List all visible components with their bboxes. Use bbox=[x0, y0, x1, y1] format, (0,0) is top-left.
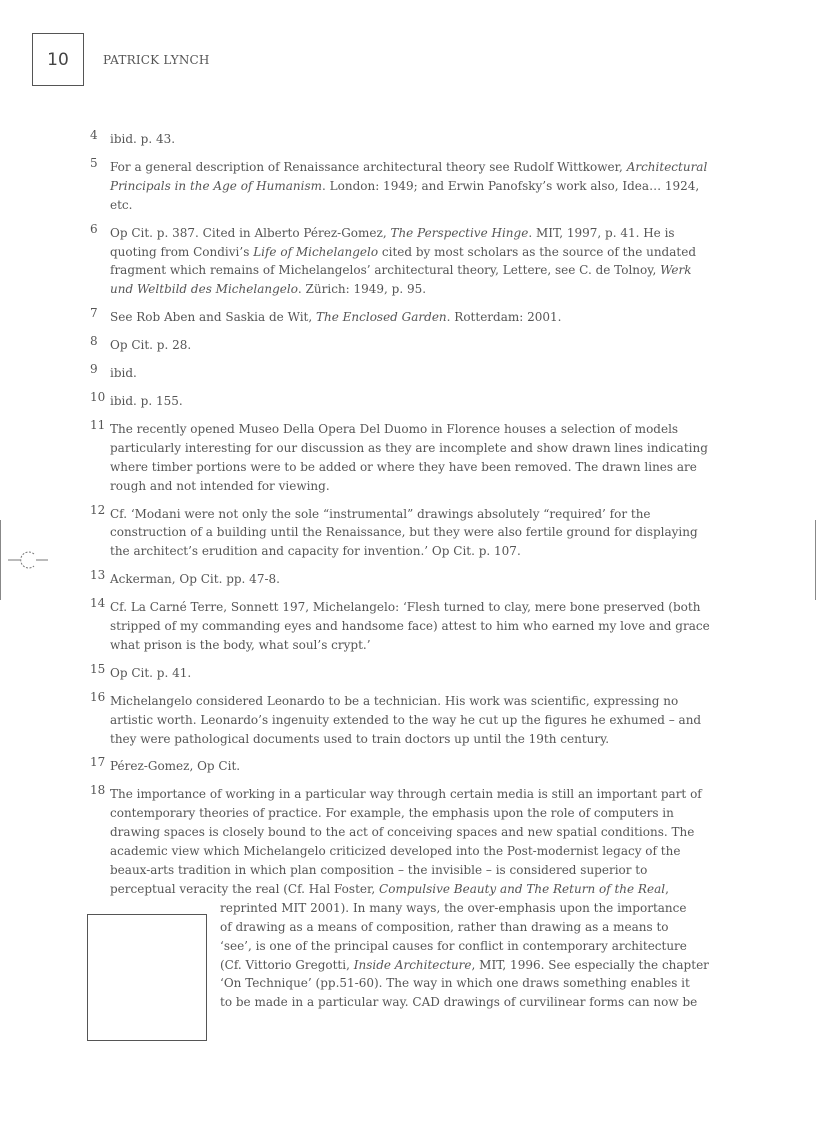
figure-placeholder bbox=[87, 914, 207, 1041]
endnote-text bbox=[110, 570, 710, 589]
endnote-line bbox=[110, 880, 710, 899]
endnote bbox=[90, 336, 710, 355]
endnote-line bbox=[110, 861, 710, 880]
endnote bbox=[90, 308, 710, 327]
endnote-number: 6 bbox=[90, 221, 98, 236]
endnote-text bbox=[110, 308, 710, 327]
endnote bbox=[90, 417, 710, 496]
endnote-number: 18 bbox=[90, 783, 106, 798]
note-text-run: The importance of working in a particular way through certain media is still an important part of bbox=[110, 787, 702, 802]
note-text-run: Op Cit. p. 41. bbox=[110, 665, 192, 680]
endnote bbox=[90, 389, 710, 411]
note-text-run: Pérez-Gomez, Op Cit. bbox=[110, 759, 241, 774]
note-text-run: ibid. p. 155. bbox=[110, 393, 183, 408]
endnote-text bbox=[110, 364, 710, 383]
endnote-number: 4 bbox=[90, 128, 98, 142]
note-text-run: Cf. ‘Modani were not only the sole “instrumental” drawings absolutely “required’ for the construction of a building until the Renaissance, but they were also fertile ground for displaying the architect’s erudition and capacity for invention.’ Op Cit. p. 107. bbox=[110, 506, 698, 559]
endnote-number: 14 bbox=[90, 596, 106, 611]
page-number-box bbox=[32, 33, 84, 86]
note-text-run: ibid. bbox=[110, 366, 137, 381]
endnote-text bbox=[110, 158, 710, 215]
endnote-text bbox=[110, 692, 710, 749]
note-text-run: Op Cit. p. 28. bbox=[110, 338, 192, 353]
endnote-number: 11 bbox=[90, 417, 106, 432]
endnote bbox=[90, 757, 710, 776]
note-text-run: ‘On Technique’ (pp.51-60). The way in which one draws something enables it bbox=[220, 976, 690, 991]
endnote-number: 13 bbox=[90, 568, 106, 583]
endnote-text bbox=[110, 598, 710, 655]
endnote-number: 12 bbox=[90, 502, 106, 517]
endnote-line bbox=[110, 785, 710, 804]
note-text-run: academic view which Michelangelo criticized developed into the Post-modernist legacy of the bbox=[110, 844, 681, 859]
note-text-run: cited by most scholars as the source of the undated fragment which remains of Michelangelos’ architectural theory, Lettere, see C. de Tolnoy, bbox=[110, 244, 697, 278]
note-text-run: ‘see’, is one of the principal causes for conflict in contemporary architecture bbox=[220, 938, 687, 953]
endnote-number: 9 bbox=[90, 362, 98, 377]
note-text-run: perceptual veracity the real (Cf. Hal Foster, bbox=[110, 881, 380, 896]
note-text-run: Op Cit. p. 387. Cited in Alberto Pérez-Gomez, bbox=[110, 225, 391, 240]
italic-title: The Enclosed Garden bbox=[316, 310, 447, 325]
running-head: PATRICK LYNCH bbox=[103, 53, 210, 67]
endnote-number: 15 bbox=[90, 661, 106, 676]
endnote bbox=[90, 155, 710, 215]
endnote-text bbox=[110, 130, 710, 149]
note-text-run: of drawing as a means of composition, rather than drawing as a means to bbox=[220, 919, 669, 934]
note-text-run: contemporary theories of practice. For example, the emphasis upon the role of computers in bbox=[110, 806, 674, 821]
italic-title: Compulsive Beauty and The Return of the Real bbox=[379, 881, 666, 896]
endnote-text bbox=[110, 505, 710, 562]
italic-title: Life of Michelangelo bbox=[253, 244, 379, 259]
endnote-text bbox=[110, 224, 710, 300]
endnote-number: 10 bbox=[90, 389, 106, 404]
endnote-number: 16 bbox=[90, 689, 106, 704]
endnote-text bbox=[110, 392, 710, 411]
italic-title: Inside Architecture bbox=[353, 957, 472, 972]
note-text-run: . Rotterdam: 2001. bbox=[446, 310, 562, 325]
endnote bbox=[90, 364, 710, 383]
italic-title: Architectural Principals in the Age of Humanism bbox=[110, 159, 708, 193]
endnote-line bbox=[110, 842, 710, 861]
note-text-run: to be made in a particular way. CAD drawings of curvilinear forms can now be bbox=[220, 995, 698, 1010]
note-text-run: See Rob Aben and Saskia de Wit, bbox=[110, 310, 316, 325]
note-text-run: reprinted MIT 2001). In many ways, the over-emphasis upon the importance bbox=[220, 900, 687, 915]
crop-mark-left bbox=[0, 520, 1, 600]
endnote bbox=[90, 221, 710, 300]
note-text-run: Michelangelo considered Leonardo to be a technician. His work was scientific, expressing no artistic worth. Leonardo’s ingenuity extended to the way he cut up the figures he exhumed – and they were pathological documents used to train doctors up until the 19th century. bbox=[110, 693, 702, 746]
page-number: 10 bbox=[47, 49, 69, 70]
note-text-run: The recently opened Museo Della Opera Del Duomo in Florence houses a selection of models particularly interesting for our discussion as they are incomplete and show drawn lines indicating where timber portions were to be added or where they have been removed. The drawn lines are rough and not intended for viewing. bbox=[110, 421, 708, 493]
note-text-run: Cf. La Carné Terre, Sonnett 197, Michelangelo: ‘Flesh turned to clay, mere bone preserved (both stripped of my commanding eyes and handsome face) attest to him who earned my love and grace what prison is the body, what soul’s crypt.’ bbox=[110, 600, 710, 652]
endnote-line bbox=[110, 804, 710, 823]
registration-mark-icon bbox=[8, 548, 48, 572]
endnote-number: 8 bbox=[90, 334, 98, 349]
endnote-text bbox=[110, 757, 710, 776]
note-text-run: For a general description of Renaissance architectural theory see Rudolf Wittkower, bbox=[110, 159, 627, 174]
endnotes-list bbox=[90, 130, 710, 1012]
endnote-line bbox=[110, 823, 710, 842]
note-text-run: drawing spaces is closely bound to the act of conceiving spaces and new spatial conditions. The bbox=[110, 825, 695, 840]
note-text-run: Ackerman, Op Cit. pp. 47-8. bbox=[110, 572, 280, 587]
endnote bbox=[90, 130, 710, 149]
note-text-run: . London: 1949; and Erwin Panofsky’s work also, Idea… 1924, etc. bbox=[110, 178, 700, 212]
note-text-run: . MIT, 1997, p. 41. He is quoting from Condivi’s bbox=[110, 225, 675, 259]
endnote bbox=[90, 502, 710, 562]
endnote bbox=[90, 661, 710, 683]
note-text-run: ibid. p. 43. bbox=[110, 132, 176, 146]
endnote-number: 5 bbox=[90, 155, 98, 170]
endnote-text bbox=[110, 664, 710, 683]
endnote-text bbox=[110, 420, 710, 496]
note-text-run: , MIT, 1996. See especially the chapter bbox=[471, 957, 709, 972]
note-text-run: . Zürich: 1949, p. 95. bbox=[297, 282, 427, 297]
endnote-number: 17 bbox=[90, 755, 106, 770]
note-text-run: (Cf. Vittorio Gregotti, bbox=[220, 957, 354, 972]
italic-title: The Perspective Hinge bbox=[390, 225, 529, 240]
note-text-run: , bbox=[665, 881, 669, 896]
endnote bbox=[90, 570, 710, 589]
note-text-run: beaux-arts tradition in which plan composition – the invisible – is considered superior to bbox=[110, 863, 648, 877]
endnote bbox=[90, 598, 710, 655]
endnote-number: 7 bbox=[90, 306, 98, 321]
endnote-text bbox=[110, 336, 710, 355]
italic-title: Werk und Weltbild des Michelangelo bbox=[110, 263, 692, 297]
endnote bbox=[90, 689, 710, 749]
